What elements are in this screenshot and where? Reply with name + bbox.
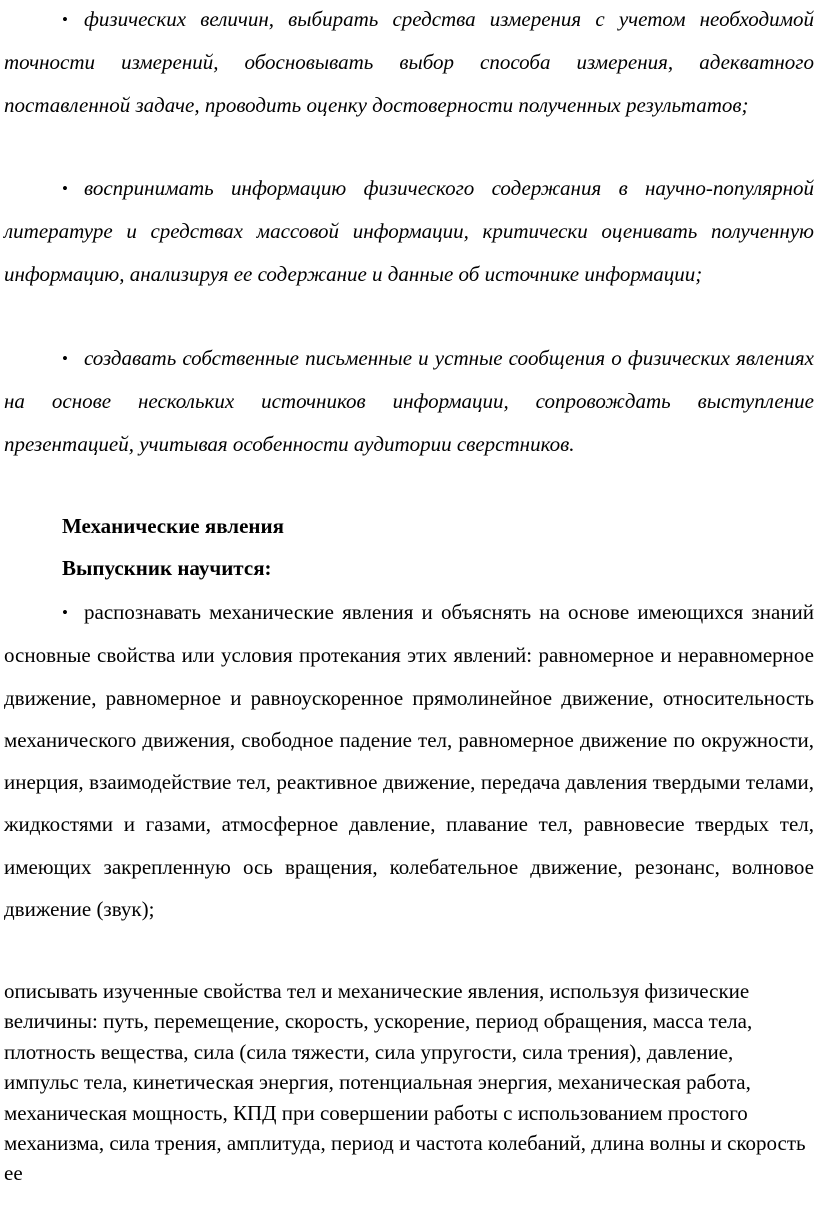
bullet-icon: •	[62, 10, 68, 29]
bullet-icon: •	[62, 179, 68, 198]
list-item-text: распознавать механические явления и объяснять на основе имеющихся знаний основные свойства или условия протекания этих явлений: равномерное и неравномерное движение, равномерное и равноускоренное прямолинейное движение, относительность механического движения, свободное падение тел, равномерное движение по окружности, инерция, взаимодействие тел, реактивное движение, передача давления твердыми телами, жидкостями и газами, атмосферное давление, плавание тел, равновесие твердых тел, имеющих закрепленную ось вращения, колебательное движение, резонанс, волновое движение (звук);	[4, 600, 814, 922]
italic-list-item-1	[4, 0, 814, 126]
section-heading: Механические явления	[62, 514, 284, 538]
list-item-text: воспринимать информацию физического содержания в научно-популярной литературе и средствах массовой информации, критически оценивать полученную информацию, анализируя ее содержание и данные об источнике информации;	[4, 176, 814, 286]
bullet-icon: •	[62, 349, 68, 368]
list-item-text: создавать собственные письменные и устные сообщения о физических явлениях на основе нескольких источников информации, сопровождать выступление презентацией, учитывая особенности аудитории сверстников.	[4, 346, 814, 456]
plain-paragraph: описывать изученные свойства тел и механические явления, используя физические величины: путь, перемещение, скорость, ускорение, период обращения, масса тела, плотность вещества, сила (сила тяжести, сила упругости, сила трения), давление, импульс тела, кинетическая энергия, потенциальная энергия, механическая работа, механическая мощность, КПД при совершении работы с использованием простого механизма, сила трения, амплитуда, период и частота колебаний, длина волны и скорость ее	[4, 979, 806, 1186]
subheading: Выпускник научится:	[62, 556, 272, 580]
list-item-text: физических величин, выбирать средства измерения с учетом необходимой точности измерений, обосновывать выбор способа измерения, адекватного поставленной задаче, проводить оценку достоверности полученных результатов;	[4, 7, 814, 117]
italic-list-item-3	[4, 337, 814, 465]
regular-list-item	[4, 591, 814, 930]
italic-list-item-2	[4, 167, 814, 295]
bullet-icon: •	[62, 603, 68, 622]
